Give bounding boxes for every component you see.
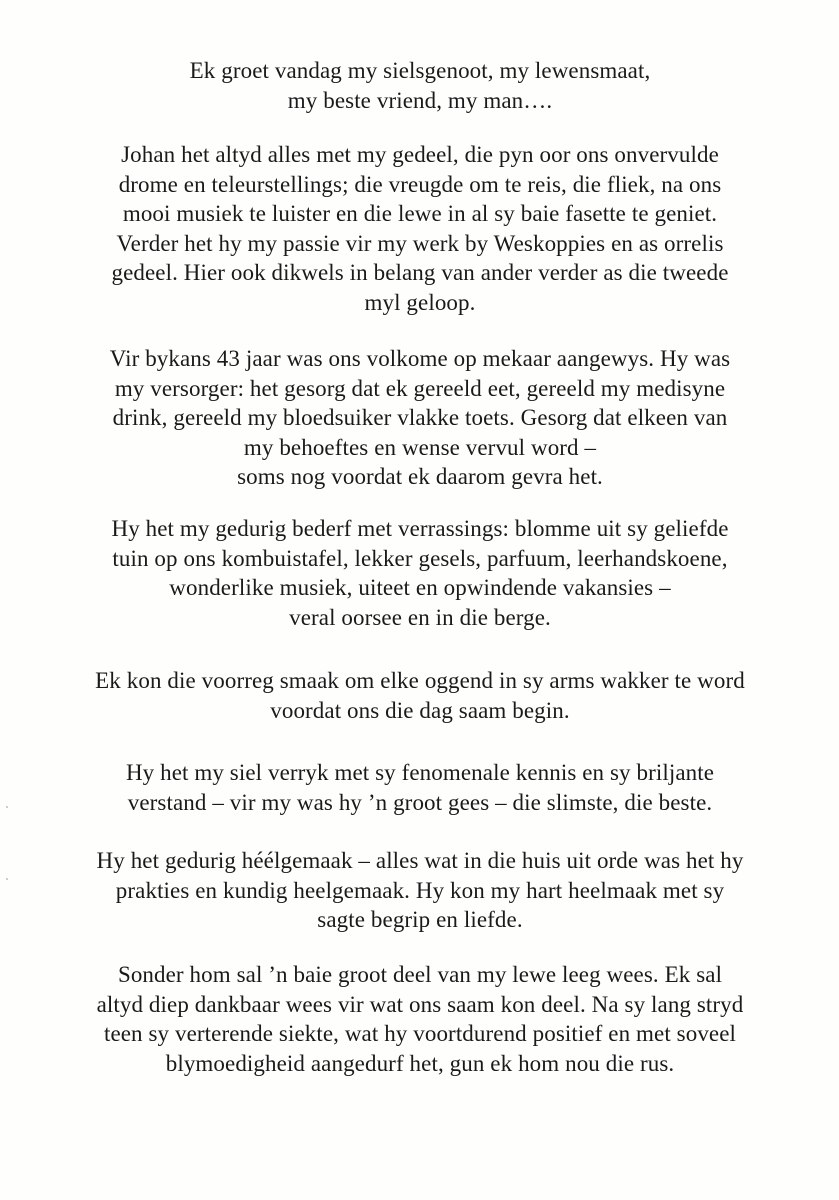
text-line: voordat ons die dag saam begin. [270,697,570,723]
text-line: my beste vriend, my man…. [287,87,553,113]
text-line: Ek kon die voorreg smaak om elke oggend in sy arms wakker te word [95,668,745,693]
text-line: Ek groet vandag my sielsgenoot, my lewensmaat, [189,58,651,83]
text-line: altyd diep dankbaar wees vir wat ons saam kon deel. Na sy lang stryd [96,991,744,1017]
text-line: Hy het my gedurig bederf met verrassings: blomme uit sy geliefde [111,516,729,541]
text-line: Verder het hy my passie vir my werk by Weskoppies en as orrelis [116,230,724,256]
paragraph-mornings [60,666,780,725]
text-line: Hy het gedurig héélgemaak – alles wat in die huis uit orde was het hy [96,848,744,873]
paragraph-shared-life [60,140,780,317]
text-line: gedeel. Hier ook dikwels in belang van ander verder as die tweede [111,260,729,285]
scan-speck [6,806,8,808]
text-line: prakties en kundig heelgemaak. Hy kon my hart heelmaak met sy [115,877,725,903]
text-line: drome en teleurstellings; die vreugde om te reis, die fliek, na ons [118,171,722,197]
text-line: myl geloop. [364,289,476,315]
text-line: Johan het altyd alles met my gedeel, die pyn oor ons onvervulde [121,142,719,167]
text-line: sagte begrip en liefde. [317,907,523,932]
paragraph-great-spirit [60,758,780,817]
text-line: Vir bykans 43 jaar was ons volkome op mekaar aangewys. Hy was [109,346,731,371]
paragraph-farewell [60,960,780,1078]
text-line: blymoedigheid aangedurf het, gun ek hom nou die rus. [165,1050,675,1076]
paragraph-surprises [60,514,780,632]
scan-speck [6,878,8,880]
text-line: my versorger: het gesorg dat ek gereeld eet, gereeld my medisyne [114,375,726,401]
paragraph-greeting [60,56,780,115]
text-line: wonderlike musiek, uiteet en opwindende vakansies – [169,575,671,600]
text-line: soms nog voordat ek daarom gevra het. [237,464,603,489]
text-line: Hy het my siel verryk met sy fenomenale kennis en sy briljante [125,760,715,785]
text-line: my behoeftes en wense vervul word – [243,434,597,460]
paragraph-healer [60,846,780,935]
text-line: teen sy verterende siekte, wat hy voortdurend positief en met soveel [103,1021,737,1046]
text-line: drink, gereeld my bloedsuiker vlakke toets. Gesorg dat elkeen van [112,405,728,430]
text-line: Sonder hom sal ’n baie groot deel van my lewe leeg wees. Ek sal [117,962,723,987]
text-line: verstand – vir my was hy ’n groot gees – die slimste, die beste. [127,789,713,815]
text-line: mooi musiek te luister en die lewe in al sy baie fasette te geniet. [122,201,718,226]
text-line: veral oorsee en in die berge. [289,604,551,630]
paragraph-caregiver [60,344,780,492]
text-line: tuin op ons kombuistafel, lekker gesels, parfuum, leerhandskoene, [112,545,728,571]
